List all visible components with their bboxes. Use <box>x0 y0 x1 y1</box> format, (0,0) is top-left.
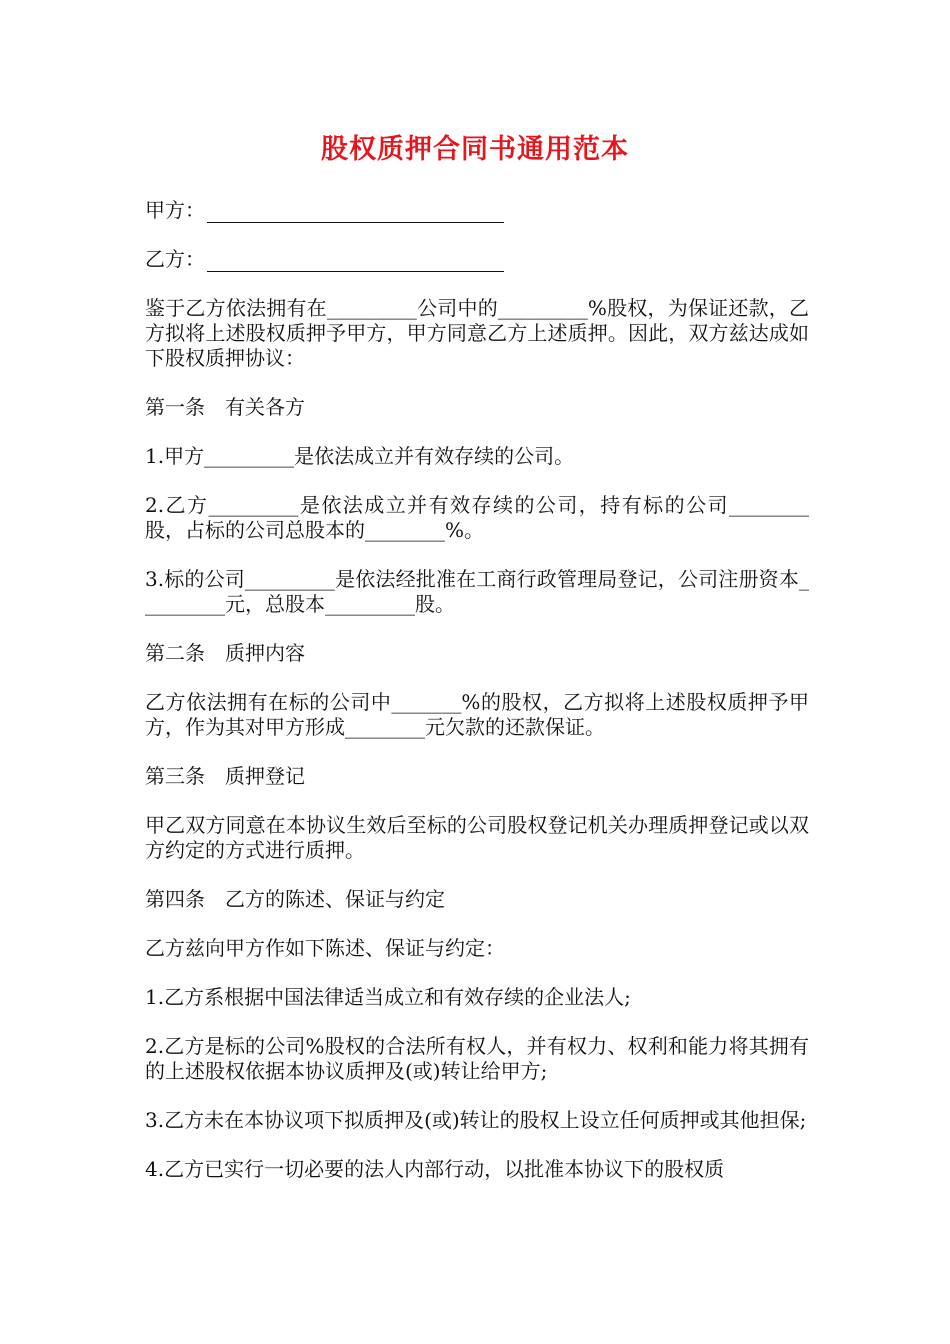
article-4-item-3: 3.乙方未在本协议项下拟质押及(或)转让的股权上设立任何质押或其他担保; <box>145 1108 807 1132</box>
article-3-paragraph: 甲乙双方同意在本协议生效后至标的公司股权登记机关办理质押登记或以双方约定的方式进行质押。 <box>145 813 809 862</box>
article-3-heading: 第三条 质押登记 <box>145 764 305 788</box>
party-a-blank <box>207 202 504 223</box>
party-a-label: 甲方： <box>145 198 205 222</box>
article-1-item-1: 1.甲方_________是依法成立并有效存续的公司。 <box>145 444 575 468</box>
document-title: 股权质押合同书通用范本 <box>321 134 629 165</box>
article-4-item-4: 4.乙方已实行一切必要的法人内部行动，以批准本协议下的股权质 <box>145 1157 725 1181</box>
article-4-heading: 第四条 乙方的陈述、保证与约定 <box>145 887 445 911</box>
document-body <box>145 198 809 1206</box>
article-4-intro: 乙方兹向甲方作如下陈述、保证与约定： <box>145 936 505 960</box>
article-1-item-2: 2.乙方_________是依法成立并有效存续的公司，持有标的公司________股，占标的公司总股本的________%。 <box>145 493 809 542</box>
article-1-item-3: 3.标的公司_________是依法经批准在工商行政管理局登记，公司注册资本_________元，总股本_________股。 <box>145 567 809 616</box>
party-b-blank <box>207 251 504 272</box>
article-4-item-1: 1.乙方系根据中国法律适当成立和有效存续的企业法人; <box>145 985 631 1009</box>
article-2-paragraph: 乙方依法拥有在标的公司中_______%的股权，乙方拟将上述股权质押予甲方，作为其对甲方形成________元欠款的还款保证。 <box>145 690 809 739</box>
article-1-heading: 第一条 有关各方 <box>145 395 305 419</box>
party-b-label: 乙方： <box>145 247 205 271</box>
party-a-line <box>145 198 809 223</box>
recital-paragraph: 鉴于乙方依法拥有在_________公司中的_________%股权，为保证还款，乙方拟将上述股权质押予甲方，甲方同意乙方上述质押。因此，双方兹达成如下股权质押协议： <box>145 296 809 370</box>
article-2-heading: 第二条 质押内容 <box>145 641 305 665</box>
party-b-line <box>145 247 809 272</box>
article-4-item-2: 2.乙方是标的公司%股权的合法所有权人，并有权力、权利和能力将其拥有的上述股权依据本协议质押及(或)转让给甲方; <box>145 1034 809 1083</box>
